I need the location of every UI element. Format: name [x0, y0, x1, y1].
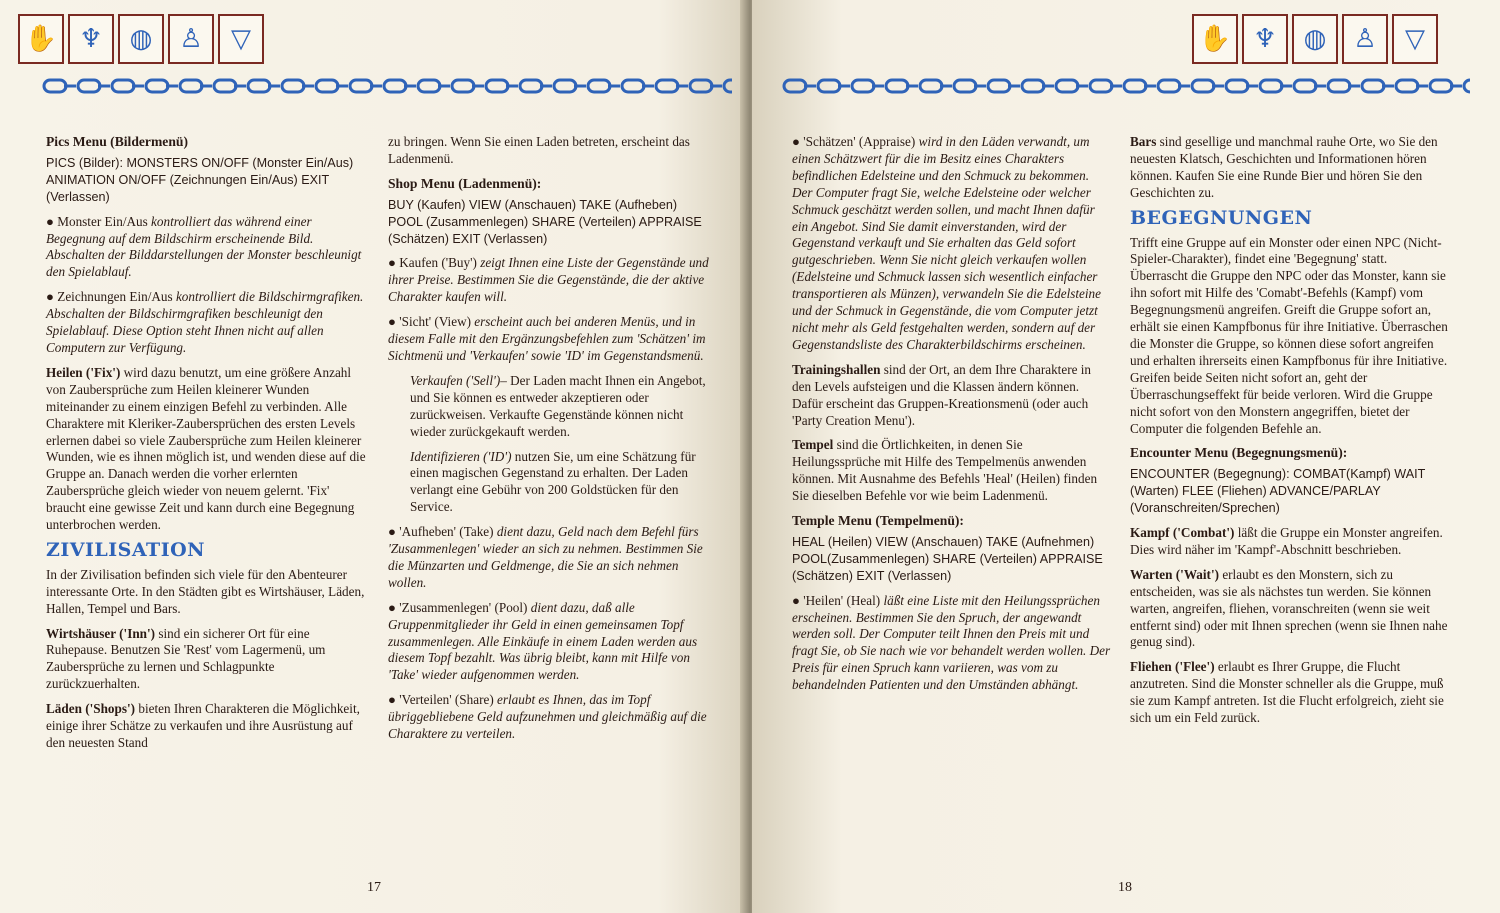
bullet-view: ● 'Sicht' (View) erscheint auch bei anderen Menüs, und in diesem Falle mit den Ergänzungsbefehlen zum 'Schätzen' im Sichtmenü und 'Verkaufen' sowie 'ID' im Gegenstandsmenü. [388, 314, 706, 363]
shops-text: bieten Ihren Charakteren die Möglichkeit, einige ihrer Schätze zu verkaufen und ihre Ausrüstung auf den neuesten Stand [46, 701, 360, 750]
scroll-icon: ◍ [118, 14, 164, 64]
bullet-lead: 'Sicht' (View) [399, 314, 471, 330]
bullet-lead: 'Aufheben' (Take) [399, 524, 494, 540]
id-lead: Identifizieren ('ID') [410, 448, 512, 464]
bars-paragraph [1130, 134, 1448, 202]
hand-icon: ✋ [18, 14, 64, 64]
combat-text: läßt die Gruppe ein Monster angreifen. Dies wird näher im 'Kampf'-Abschnitt beschrieben. [1130, 525, 1443, 557]
bullet-text: erscheint auch bei anderen Menüs, und in diesem Falle mit den Ergänzungsbefehlen zum 'Schätzen' im Sichtmenü und 'Verkaufen' sowie 'ID' im Gegenstandsmenü. [388, 314, 706, 363]
bullet-lead: 'Schätzen' (Appraise) [803, 134, 916, 149]
bars-lead: Bars [1130, 134, 1157, 149]
fix-paragraph [46, 365, 366, 534]
bullet-text: dient dazu, Geld nach dem Befehl fürs 'Zusammenlegen' wieder an sich zu nehmen. Bestimmen Sie die Münzarten und Geldmenge, die Sie an sich nehmen wollen. [388, 524, 703, 590]
training-paragraph [792, 362, 1112, 430]
bullet-appraise: ● 'Schätzen' (Appraise) wird in den Läden verwandt, um einen Schätzwert für die im Besitz eines Charakters befindlichen Edelsteine und den Schmuck zu bekommen. Der Computer fragt Sie, welche Edelsteine oder welcher Schmuck geschätzt werden sollen, und macht Ihnen dafür ein Angebot. Sind Sie damit einverstanden, wird der Gegenstand verkauft und Sie erhalten das Geld sofort gutgeschrieben. Wenn Sie nicht gleich verkaufen wollen (Edelsteine und Schmuck lassen sich wesentlich einfacher transportieren als Münzen), verwandeln Sie die Edelsteine und der Schmuck in Gegenstände, die vom Computer jetzt nicht mehr als Geld festgehalten werden, sondern auf der Gegenstandsliste des Charakterbildschirms erscheinen. [792, 134, 1101, 352]
temple-lead: Tempel [792, 437, 834, 453]
page-number-right: 18 [1118, 880, 1132, 895]
encounter-menu-options: ENCOUNTER (Begegnung): COMBAT(Kampf) WAIT (Warten) FLEE (Fliehen) ADVANCE/PARLAY (Voranschreiten/Sprechen) [1130, 467, 1426, 516]
bullet-text: kontrolliert die Bildschirmgrafiken. Abschalten der Bildschirmgrafiken beschleunigt den Spielablauf. Diese Option steht Ihnen nicht auf allen Computern zur Verfügung. [46, 289, 364, 355]
bullet-lead: 'Zusammenlegen' (Pool) [399, 599, 528, 615]
bullet-text: wird in den Läden verwandt, um einen Schätzwert für die im Besitz eines Charakters befindlichen Edelsteine und den Schmuck zu bekommen. Der Computer fragt Sie, welche Edelsteine oder welcher Schmuck geschätzt werden sollen, und macht Ihnen dafür ein Angebot. Sind Sie damit einverstanden, wird der Gegenstand verkauft und Sie erhalten das Geld sofort gutgeschrieben. Wenn Sie nicht gleich verkaufen wollen (Edelsteine und Schmuck lassen sich wesentlich einfacher transportieren als Münzen), verwandeln Sie die Edelsteine und der Schmuck in Gegenstände, die vom Computer jetzt nicht mehr als Geld festgehalten werden, sondern auf der Gegenstandsliste des Charakterbildschirms erscheinen. [792, 134, 1101, 352]
pics-menu-heading: Pics Menu (Bildermenü) [46, 134, 188, 149]
page-number-left: 17 [367, 880, 381, 895]
encounter-paragraph: Trifft eine Gruppe auf ein Monster oder einen NPC (Nicht-Spieler-Charakter), findet eine 'Begegnung' statt. Überrascht die Gruppe den NPC oder das Monster, kann sie ihn sofort mit Hilfe des 'Comabt'-Befehls (Kampf) vom Begegnungsmenü angreifen. Greift die Gruppe sofort an, erhält sie einen Kampfbonus für ihre Initiative. Überraschen die Monster die Gruppe, so können diese sofort angreifen und erhalten ihrerseits einen Kampfbonus für ihre Initiative. Greifen beide Seiten nicht sofort an, geht der Überraschungseffekt für beide verloren. Wird die Gruppe nicht sofort von den Monstern angegriffen, bietet der Computer die folgenden Befehle an. [1130, 234, 1448, 436]
figure-icon: ♙ [168, 14, 214, 64]
combat-lead: Kampf ('Combat') [1130, 525, 1235, 541]
temple-text: sind die Örtlichkeiten, in denen Sie Heilungssprüche mit Hilfe des Tempelmenüs anwenden können. Mit Ausnahme des Befehls 'Heal' (Heilen) finden Sie dieselben Befehle vor wie beim Ladenmenü. [792, 437, 1098, 504]
chain-border-left [42, 74, 732, 98]
training-text: sind der Ort, an dem Ihre Charaktere in den Levels aufsteigen und die Klassen ändern können. Dafür erscheint das Gruppen-Kreationsmenü (oder auch 'Party Creation Menu'). [792, 361, 1091, 428]
right-column-2 [1130, 134, 1448, 735]
bullet-buy: ● Kaufen ('Buy') zeigt Ihnen eine Liste der Gegenstände und ihrer Preise. Bestimmen Sie die Gegenstände, die der aktive Charakter kaufen will. [388, 255, 709, 305]
chain-border-right [782, 74, 1470, 98]
id-paragraph [388, 449, 710, 517]
inn-lead: Wirtshäuser ('Inn') [46, 625, 156, 641]
bullet-pool: ● 'Zusammenlegen' (Pool) dient dazu, daß alle Gruppenmitglieder ihr Geld in einen gemeinsamen Topf zusammenlegen. Alle Einkäufe in einem Laden werden aus diesem Topf bezahlt. Was übrig bleibt, kann mit Hilfe von 'Take' wieder aufgenommen werden. [388, 599, 698, 683]
chain-graphic [782, 74, 1470, 98]
wait-paragraph [1130, 567, 1448, 652]
hand-icon: ✋ [1192, 14, 1238, 64]
section-heading-begegnungen: BEGEGNUNGEN [1130, 206, 1313, 229]
bullet-lead: Monster Ein/Aus [57, 213, 148, 229]
icon-row-left [18, 14, 264, 64]
temple-paragraph [792, 437, 1112, 505]
triangle-icon: ▽ [218, 14, 264, 64]
shop-cont-paragraph: zu bringen. Wenn Sie einen Laden betreten, erscheint das Ladenmenü. [388, 134, 690, 166]
figure-icon: ♙ [1342, 14, 1388, 64]
bullet-lead: Kaufen ('Buy') [399, 255, 477, 271]
scroll-icon: ◍ [1292, 14, 1338, 64]
wait-text: erlaubt es den Monstern, sich zu entscheiden, was sie als nächstes tun werden. Sie können warten, angreifen, fliehen, voranschreiten (wenn sie weit entfernt sind) oder mit Ihnen sprechen (wenn sie Ihnen nahe genug sind). [1130, 566, 1448, 650]
encounter-menu-heading: Encounter Menu (Begegnungsmenü): [1130, 445, 1348, 461]
sell-paragraph [388, 373, 710, 441]
bullet-share: ● 'Verteilen' (Share) erlaubt es Ihnen, das im Topf übriggebliebene Geld aufzunehmen und gleichmäßig auf die Charaktere zu verteilen. [388, 692, 707, 742]
page-left [0, 0, 748, 913]
id-text: nutzen Sie, um eine Schätzung für einen magischen Gegenstand zu erhalten. Der Laden verlangt eine Gebühr von 200 Goldstücken für den Service. [410, 448, 696, 515]
bullet-lead: 'Heilen' (Heal) [803, 592, 881, 608]
shops-lead: Läden ('Shops') [46, 701, 136, 717]
bullet-take: ● 'Aufheben' (Take) dient dazu, Geld nach dem Befehl fürs 'Zusammenlegen' wieder an sich zu nehmen. Bestimmen Sie die Münzarten und Geldmenge, die Sie an sich nehmen wollen. [388, 524, 703, 590]
page-right [752, 0, 1500, 913]
section-heading-zivilisation: ZIVILISATION [46, 538, 206, 561]
left-column-2 [388, 134, 710, 751]
bullet-text: zeigt Ihnen eine Liste der Gegenstände und ihrer Preise. Bestimmen Sie die Gegenstände, die der aktive Charakter kaufen will. [388, 255, 709, 305]
flee-paragraph [1130, 659, 1448, 727]
bullet-monster: ● Monster Ein/Aus kontrolliert das während einer Begegnung auf dem Bildschirm erscheinende Bild. Abschalten der Bilddarstellungen der Monster beschleunigt den Spielablauf. [46, 213, 362, 280]
creature-icon: ♆ [1242, 14, 1288, 64]
triangle-icon: ▽ [1392, 14, 1438, 64]
inn-text: sind ein sicherer Ort für eine Ruhepause. Benutzen Sie 'Rest' vom Lagermenü, um Zaubersprüche zu lernen und Schlagpunkte zurückzuerhalten. [46, 625, 326, 692]
fix-lead: Heilen ('Fix') [46, 364, 121, 380]
bars-text: sind gesellige und manchmal rauhe Orte, wo Sie den neuesten Klatsch, Geschichten und Informationen hören können. Kaufen Sie eine Runde Bier und hören Sie den Geschichten zu. [1130, 134, 1438, 200]
left-column-1 [46, 134, 366, 760]
shop-menu-options: BUY (Kaufen) VIEW (Anschauen) TAKE (Aufheben) POOL (Zusammenlegen) SHARE (Verteilen) APPRAISE (Schätzen) EXIT (Verlassen) [388, 197, 702, 246]
icon-row-right [1192, 14, 1438, 64]
pics-menu-options: PICS (Bilder): MONSTERS ON/OFF (Monster Ein/Aus) ANIMATION ON/OFF (Zeichnungen Ein/Aus) EXIT (Verlassen) [46, 155, 354, 204]
bullet-lead: Zeichnungen Ein/Aus [57, 289, 173, 305]
flee-lead: Fliehen ('Flee') [1130, 659, 1215, 675]
inn-paragraph [46, 626, 366, 694]
temple-menu-heading: Temple Menu (Tempelmenü): [792, 513, 964, 529]
civ-paragraph: In der Zivilisation befinden sich viele für den Abenteurer interessante Orte. In den Städten gibt es Wirtshäuser, Läden, Hallen, Tempel und Bars. [46, 566, 365, 616]
shops-paragraph [46, 701, 366, 752]
bullet-lead: 'Verteilen' (Share) [399, 692, 494, 708]
shop-menu-heading: Shop Menu (Ladenmenü): [388, 175, 542, 191]
combat-paragraph [1130, 525, 1448, 559]
bullet-zeichnungen: ● Zeichnungen Ein/Aus kontrolliert die Bildschirmgrafiken. Abschalten der Bildschirmgrafiken beschleunigt den Spielablauf. Diese Option steht Ihnen nicht auf allen Computern zur Verfügung. [46, 289, 364, 355]
wait-lead: Warten ('Wait') [1130, 566, 1220, 582]
creature-icon: ♆ [68, 14, 114, 64]
training-lead: Trainingshallen [792, 361, 881, 377]
sell-lead: Verkaufen ('Sell') [410, 372, 501, 388]
sell-text: – Der Laden macht Ihnen ein Angebot, und Sie können es entweder akzeptieren oder zurückweisen. Verkaufte Gegenstände können nicht wieder zurückgekauft werden. [410, 372, 706, 439]
bullet-text: erlaubt es Ihnen, das im Topf übriggebliebene Geld aufzunehmen und gleichmäßig auf die Charaktere zu verteilen. [388, 692, 707, 742]
bullet-text: läßt eine Liste mit den Heilungssprüchen erscheinen. Bestimmen Sie den Spruch, der angewandt werden soll. Der Computer teilt Ihnen den Preis mit und fragt Sie, ob Sie nach wie vor behandelt werden wollen. Der Preis für einen Spruch kann variieren, was vom zu behandelnden Patienten und den Umständen abhängt. [792, 592, 1111, 693]
bullet-text: dient dazu, daß alle Gruppenmitglieder ihr Geld in einen gemeinsamen Topf zusammenlegen. Alle Einkäufe in einem Laden werden aus diesem Topf bezahlt. Was übrig bleibt, kann mit Hilfe von 'Take' wieder aufgenommen werden. [388, 599, 698, 683]
chain-graphic [42, 74, 732, 98]
fix-text: wird dazu benutzt, um eine größere Anzahl von Zaubersprüche zum Heilen kleinerer Wunden miteinander zu einem einzigen Befehl zu verbinden. Alle Charaktere mit Kleriker-Zaubersprüchen des ersten Levels erlernen dabei so viele Zaubersprüche zum Heilen kleinerer Wunden, wie es ihnen möglich ist, und wenden diese auf die Gruppe an. Danach werden die vorher erlernten Zaubersprüche gleich wieder von neuem gelernt. 'Fix' braucht eine gewisse Zeit und kann durch eine Begegnung unterbrochen werden. [46, 364, 366, 533]
temple-menu-options: HEAL (Heilen) VIEW (Anschauen) TAKE (Aufnehmen) POOL(Zusammenlegen) SHARE (Verteilen) APPRAISE (Schätzen) EXIT (Verlassen) [792, 534, 1103, 583]
bullet-heal: ● 'Heilen' (Heal) läßt eine Liste mit den Heilungssprüchen erscheinen. Bestimmen Sie den Spruch, der angewandt werden soll. Der Computer teilt Ihnen den Preis mit und fragt Sie, ob Sie nach wie vor behandelt werden wollen. Der Preis für einen Spruch kann variieren, was vom zu behandelnden Patienten und den Umständen abhängt. [792, 592, 1111, 693]
right-column-1 [792, 134, 1112, 702]
flee-text: erlaubt es Ihrer Gruppe, die Flucht anzutreten. Sind die Monster schneller als die Gruppe, muß sie zum Kampf antreten. Ist die Flucht erfolgreich, zieht sie sich um ein Feld zurück. [1130, 659, 1444, 726]
bullet-text: kontrolliert das während einer Begegnung auf dem Bildschirm erscheinende Bild. Abschalten der Bilddarstellungen der Monster beschleunigt den Spielablauf. [46, 213, 362, 280]
